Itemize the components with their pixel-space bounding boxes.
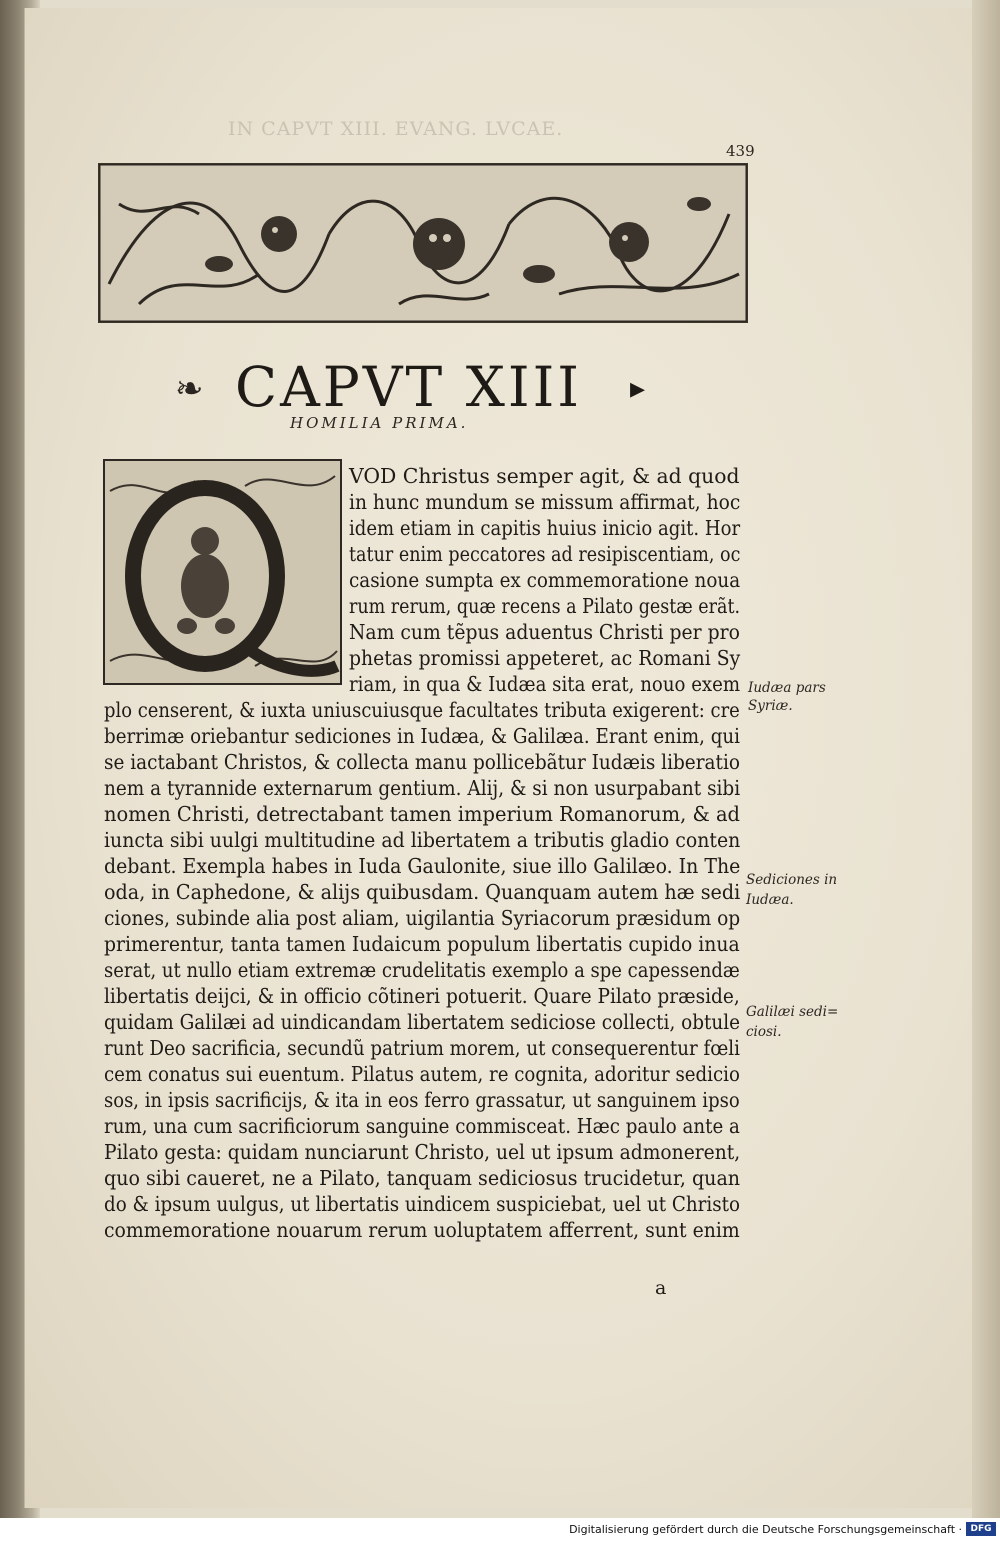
dfg-logo: DFG [966,1522,996,1536]
text-line-2: in hunc mundum se missum affirmat, hoc [349,490,741,514]
ornamental-headpiece [98,163,748,323]
text-line-3: idem etiam in capitis huius inicio agit. Hor [349,516,741,540]
decorated-initial [103,459,342,685]
text-line-17: oda, in Caphedone, & alijs quibusdam. Quanquam autem hæ sedi [104,880,741,904]
marginal-note-line: ciosi. [746,1024,782,1040]
text-line-24: cem conatus sui euentum. Pilatus autem, re cognita, adoritur sedicio [104,1062,740,1086]
funding-credit: Digitalisierung gefördert durch die Deutsche Forschungsgemeinschaft · [569,1523,962,1536]
fleuron-icon: ❧ [175,369,204,409]
text-line-9: riam, in qua & Iudæa sita erat, nouo exem [349,672,741,696]
marginal-note-line: Iudæa. [746,892,794,908]
text-line-6: rum rerum, quæ recens a Pilato gestæ erãt. [349,594,741,618]
text-line-25: sos, in ipsis sacrificijs, & ita in eos ferro grassatur, ut sanguinem ipso [104,1088,740,1112]
text-line-4: tatur enim peccatores ad resipiscentiam, oc [349,542,741,566]
historiated-initial-q-icon [105,461,340,683]
text-line-20: serat, ut nullo etiam extremæ crudelitatis exemplo a spe capessendæ [104,958,740,982]
text-line-19: primerentur, tanta tamen Iudaicum populum libertatis cupido inua [104,932,740,956]
chapter-title: CAPVT XIII [235,355,583,419]
marginal-note-line: Sediciones in [746,872,838,888]
text-line-1: VOD Christus semper agit, & ad quod [349,464,740,488]
text-line-11: berrimæ oriebantur sediciones in Iudæa, & Galilæa. Erant enim, qui [104,724,741,748]
text-line-7: Nam cum tẽpus aduentus Christi per pro [349,620,740,644]
text-line-8: phetas promissi appeteret, ac Romani Sy [349,646,741,670]
text-line-14: nomen Christi, detrectabant tamen imperium Romanorum, & ad [104,802,741,826]
text-line-27: Pilato gesta: quidam nunciarunt Christo, uel ut ipsum admonerent, [104,1140,741,1164]
marginal-note-line: Iudæa pars [748,680,826,696]
text-line-26: rum, una cum sacrificiorum sanguine commisceat. Hæc paulo ante a [104,1114,740,1138]
text-line-28: quo sibi caueret, ne a Pilato, tanquam sediciosus trucidetur, quan [104,1166,741,1190]
text-line-12: se iactabant Christos, & collecta manu pollicebãtur Iudæis liberatio [104,750,740,774]
marginal-note-line: Syriæ. [748,698,793,714]
text-line-30: commemoratione nouarum rerum uoluptatem afferrent, sunt enim [104,1218,740,1242]
folio-number: 439 [726,142,755,160]
signature-mark: a [655,1277,667,1299]
text-line-10: plo censerent, & iuxta uniuscuiusque facultates tributa exigerent: cre [104,698,740,722]
marginal-note-line: Galilæi sedi= [746,1004,839,1020]
footer-bar [0,1518,1000,1541]
text-line-23: runt Deo sacrificia, secundũ patrium morem, ut consequerentur fœli [104,1036,740,1060]
text-line-16: debant. Exempla habes in Iuda Gaulonite, siue illo Galilæo. In The [104,854,741,878]
text-line-5: casione sumpta ex commemoratione noua [349,568,741,592]
ornamental-woodcut-headpiece-icon [99,164,747,322]
text-line-13: nem a tyrannide externarum gentium. Alij, & si non usurpabant sibi [104,776,741,800]
text-line-22: quidam Galilæi ad uindicandam libertatem sediciose collecti, obtule [104,1010,741,1034]
pointer-icon: ▸ [630,371,646,406]
page-edge [972,0,1000,1518]
text-line-15: iuncta sibi uulgi multitudine ad libertatem a tributis gladio conten [104,828,741,852]
text-line-18: ciones, subinde alia post aliam, uigilantia Syriacorum præsidum op [104,906,741,930]
homily-subtitle: HOMILIA PRIMA. [290,414,469,432]
text-line-21: libertatis deijci, & in officio cõtineri potuerit. Quare Pilato præside, [104,984,740,1008]
show-through-text: IN CAPVT XIII. EVANG. LVCAE. [228,118,564,140]
text-line-29: do & ipsum uulgus, ut libertatis uindicem suspiciebat, uel ut Christo [104,1192,740,1216]
chapter-heading [175,355,695,419]
